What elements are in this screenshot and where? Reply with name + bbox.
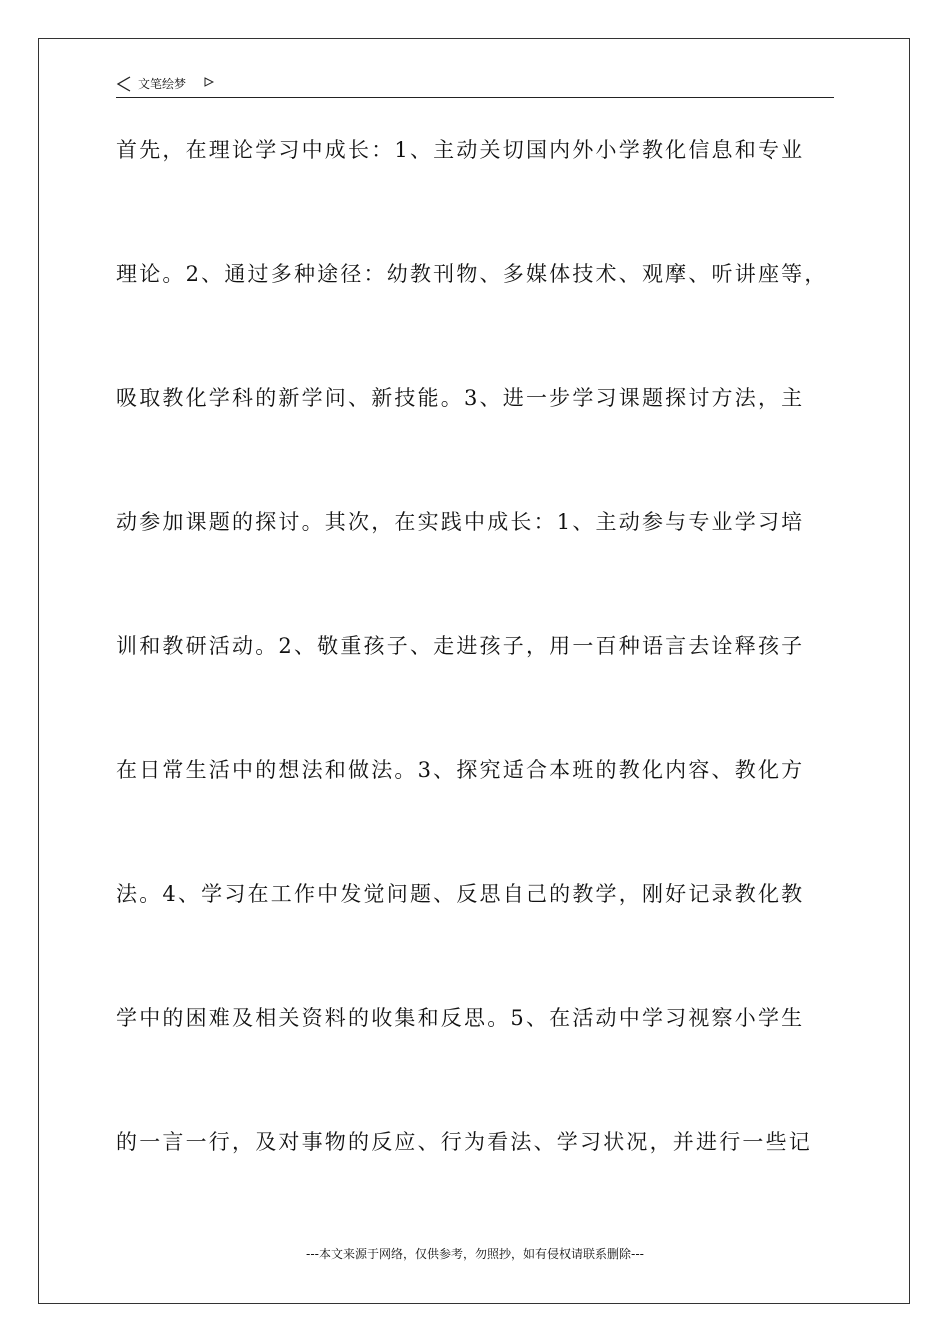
body-line-1: 首先，在理论学习中成长：1、主动关切国内外小学教化信息和专业 xyxy=(116,138,805,162)
body-line-8: 学中的困难及相关资料的收集和反思。5、在活动中学习视察小学生 xyxy=(116,1006,805,1030)
body-line-4: 动参加课题的探讨。其次，在实践中成长：1、主动参与专业学习培 xyxy=(116,510,805,534)
page-footer: ---本文来源于网络，仅供参考，勿照抄，如有侵权请联系删除--- xyxy=(306,1247,644,1261)
body-line-6: 在日常生活中的想法和做法。3、探究适合本班的教化内容、教化方 xyxy=(116,758,805,782)
page-header xyxy=(116,74,834,98)
right-triangle-arrow-icon xyxy=(204,77,214,87)
header-title: 文笔绘梦 xyxy=(138,77,187,91)
body-line-2: 理论。2、通过多种途径：幼教刊物、多媒体技术、观摩、听讲座等， xyxy=(116,262,828,286)
body-line-9: 的一言一行，及对事物的反应、行为看法、学习状况，并进行一些记 xyxy=(116,1130,812,1154)
body-line-3: 吸取教化学科的新学问、新技能。3、进一步学习课题探讨方法，主 xyxy=(116,386,805,410)
document-body xyxy=(116,130,836,1246)
body-line-7: 法。4、学习在工作中发觉问题、反思自己的教学，刚好记录教化教 xyxy=(116,882,805,906)
left-triangle-arrow-icon xyxy=(116,76,132,92)
body-line-5: 训和教研活动。2、敬重孩子、走进孩子，用一百种语言去诠释孩子 xyxy=(116,634,805,658)
